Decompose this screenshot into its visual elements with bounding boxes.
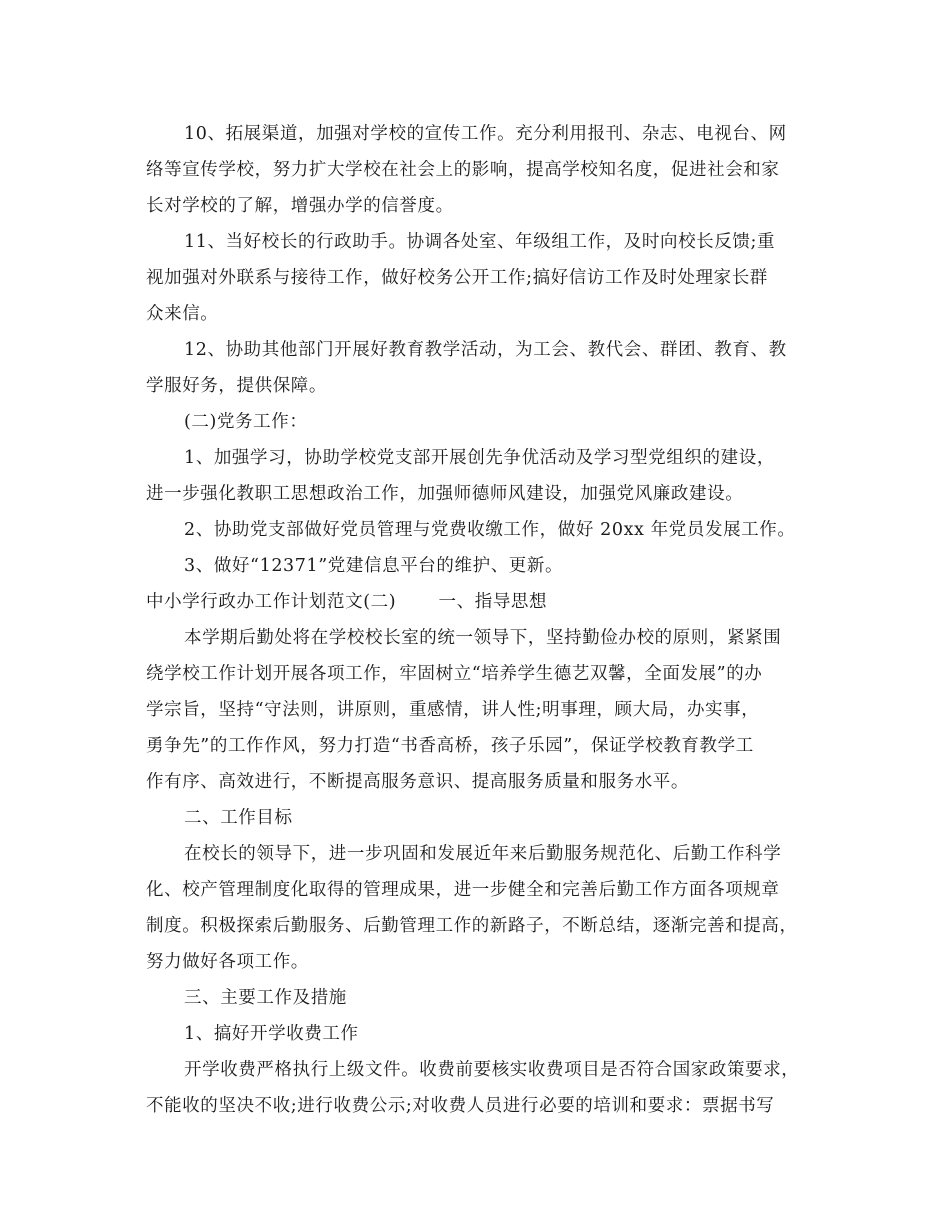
text-line: 10、拓展渠道，加强对学校的宣传工作。充分利用报刊、杂志、电视台、网 xyxy=(184,124,787,144)
text-line: 开学收费严格执行上级文件。收费前要核实收费项目是否符合国家政策要求， xyxy=(184,1060,800,1080)
text-line: 制度。积极探索后勤服务、后勤管理工作的新路子，不断总结，逐渐完善和提高， xyxy=(146,916,798,936)
text-line: 3、做好“12371”党建信息平台的维护、更新。 xyxy=(184,556,564,576)
text-line: 2、协助党支部做好党员管理与党费收缴工作，做好 20xx 年党员发展工作。 xyxy=(184,520,796,540)
text-line: 学宗旨，坚持“守法则，讲原则，重感情，讲人性;明事理，顾大局，办实事， xyxy=(146,700,760,720)
section-heading: 1、搞好开学收费工作 xyxy=(184,1024,359,1044)
text-line: 绕学校工作计划开展各项工作，牢固树立“培养学生德艺双馨，全面发展”的办 xyxy=(146,664,763,684)
text-line: 视加强对外联系与接待工作，做好校务公开工作;搞好信访工作及时处理家长群 xyxy=(146,268,768,288)
text-line: 长对学校的了解，增强办学的信誉度。 xyxy=(146,196,454,216)
text-line: 不能收的坚决不收;进行收费公示;对收费人员进行必要的培训和要求：票据书写 xyxy=(146,1096,775,1116)
text-line: 学服好务，提供保障。 xyxy=(146,376,327,396)
text-line: 化、校产管理制度化取得的管理成果，进一步健全和完善后勤工作方面各项规章 xyxy=(146,880,780,900)
text-line: 进一步强化教职工思想政治工作，加强师德师风建设，加强党风廉政建设。 xyxy=(146,484,744,504)
text-line: 12、协助其他部门开展好教育教学活动，为工会、教代会、群团、教育、教 xyxy=(184,340,787,360)
section-heading: 二、工作目标 xyxy=(184,808,293,828)
text-line: 11、当好校长的行政助手。协调各处室、年级组工作，及时向校长反馈;重 xyxy=(184,232,776,252)
text-line: 本学期后勤处将在学校校长室的统一领导下，坚持勤俭办校的原则，紧紧围 xyxy=(184,628,782,648)
text-line: 勇争先”的工作作风，努力打造“书香高桥，孩子乐园”，保证学校教育教学工 xyxy=(146,736,754,756)
section-heading: 三、主要工作及措施 xyxy=(184,988,347,1008)
text-line: 作有序、高效进行，不断提高服务意识、提高服务质量和服务水平。 xyxy=(146,772,689,792)
text-line: 络等宣传学校，努力扩大学校在社会上的影响，提高学校知名度，促进社会和家 xyxy=(146,160,780,180)
text-line: 在校长的领导下，进一步巩固和发展近年来后勤服务规范化、后勤工作科学 xyxy=(184,844,782,864)
document-subtitle: 中小学行政办工作计划范文(二) 一、指导思想 xyxy=(146,592,548,612)
section-heading: (二)党务工作： xyxy=(184,412,308,432)
text-line: 众来信。 xyxy=(146,304,219,324)
text-line: 1、加强学习，协助学校党支部开展创先争优活动及学习型党组织的建设， xyxy=(184,448,775,468)
text-line: 努力做好各项工作。 xyxy=(146,952,309,972)
